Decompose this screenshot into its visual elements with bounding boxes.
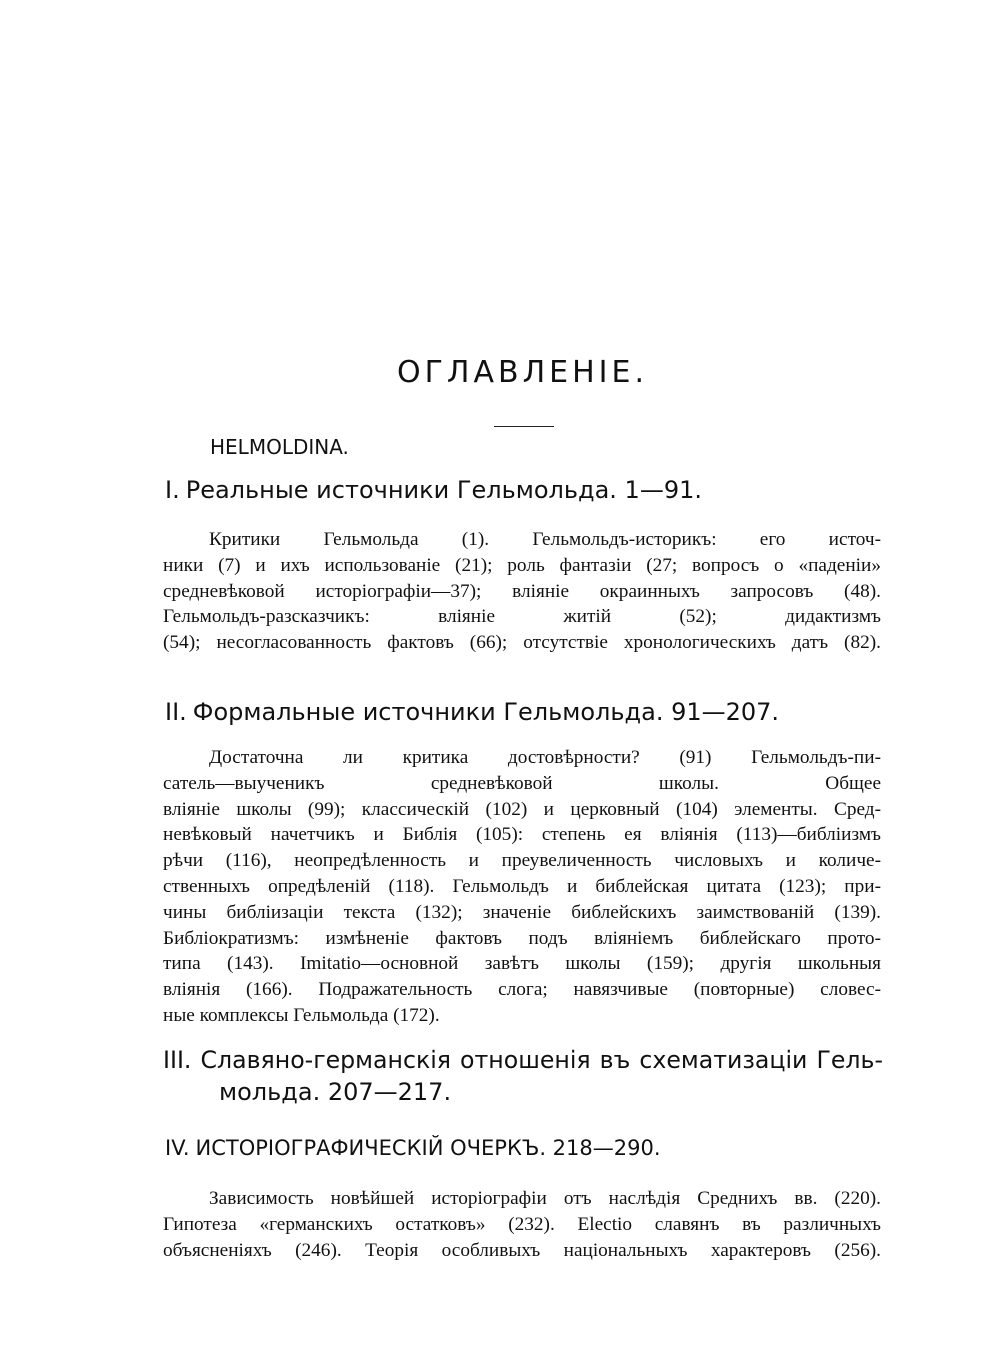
section-4-numeral: IV. bbox=[165, 1136, 190, 1160]
summary-line: Критики Гельмольда (1). Гельмольдъ-историкъ: его источ- bbox=[209, 529, 881, 550]
summary-line: Достаточна ли критика достовѣрности? (91) Гельмольдъ-пи- bbox=[209, 747, 881, 768]
section-4-heading bbox=[165, 1136, 661, 1160]
section-2-numeral: II. bbox=[165, 698, 187, 726]
summary-line: типа (143). Imitatio—основной завѣтъ школы (159); другія школьныя bbox=[163, 953, 881, 975]
summary-line: ники (7) и ихъ использованіе (21); роль фантазіи (27; вопросъ о «паденіи» bbox=[163, 554, 881, 576]
section-3-heading bbox=[163, 1044, 883, 1108]
summary-line: ные комплексы Гельмольда (172). bbox=[163, 1004, 440, 1026]
summary-line: объясненіяхъ (246). Теорія особливыхъ національныхъ характеровъ (256). bbox=[163, 1239, 881, 1261]
section-4-summary bbox=[163, 1186, 881, 1263]
section-3-title-line2: мольда. 207—217. bbox=[219, 1078, 452, 1106]
summary-line: чины библіизаціи текста (132); значеніе библейскихъ заимствованій (139). bbox=[163, 901, 881, 923]
section-4-title: ИСТОРIОГРАФИЧЕСКIЙ ОЧЕРКЪ. 218—290. bbox=[195, 1136, 661, 1160]
summary-line: сатель—выученикъ средневѣковой школы. Общее bbox=[163, 772, 881, 794]
summary-line: рѣчи (116), неопредѣленность и преувеличенность числовыхъ и количе- bbox=[163, 850, 881, 872]
section-3-numeral: III. bbox=[163, 1046, 192, 1074]
summary-line: Зависимость новѣйшей исторіографіи отъ наслѣдія Среднихъ вв. (220). bbox=[209, 1188, 881, 1209]
page-title: ОГЛАВЛЕНIЕ. bbox=[397, 355, 648, 390]
summary-line: средневѣковой исторіографіи—37); вліяніе окраинныхъ запросовъ (48). bbox=[163, 580, 881, 602]
summary-line: вліянія (166). Подражательность слога; навязчивые (повторные) словес- bbox=[163, 979, 881, 1001]
section-1-title: Реальные источники Гельмольда. 1—91. bbox=[185, 476, 702, 504]
section-3-title-line1: Славяно-германскія отношенія въ схематизаціи Гель- bbox=[200, 1046, 883, 1074]
section-1-summary bbox=[163, 527, 881, 656]
section-2-title: Формальные источники Гельмольда. 91—207. bbox=[192, 698, 780, 726]
summary-line: Гельмольдъ-разсказчикъ: вліяніе житій (52); дидактизмъ bbox=[163, 606, 881, 628]
section-1-numeral: I. bbox=[165, 476, 180, 504]
section-2-heading bbox=[165, 698, 779, 726]
section-2-summary bbox=[163, 745, 881, 1029]
summary-line: ственныхъ опредѣленій (118). Гельмольдъ и библейская цитата (123); при- bbox=[163, 875, 881, 897]
summary-line: (54); несогласованность фактовъ (66); отсутствіе хронологическихъ датъ (82). bbox=[163, 632, 881, 654]
part-label: HELMOLDINA. bbox=[210, 435, 349, 459]
summary-line: невѣковый начетчикъ и Библія (105): степень ея вліянія (113)—библіизмъ bbox=[163, 824, 881, 846]
summary-line: Гипотеза «германскихъ остатковъ» (232). Electio славянъ въ различныхъ bbox=[163, 1213, 881, 1235]
title-divider bbox=[494, 426, 554, 427]
summary-line: Библіократизмъ: измѣненіе фактовъ подъ вліяніемъ библейскаго прото- bbox=[163, 927, 881, 949]
summary-line: вліяніе школы (99); классическій (102) и церковный (104) элементы. Сред- bbox=[163, 798, 881, 820]
section-1-heading bbox=[165, 476, 702, 504]
